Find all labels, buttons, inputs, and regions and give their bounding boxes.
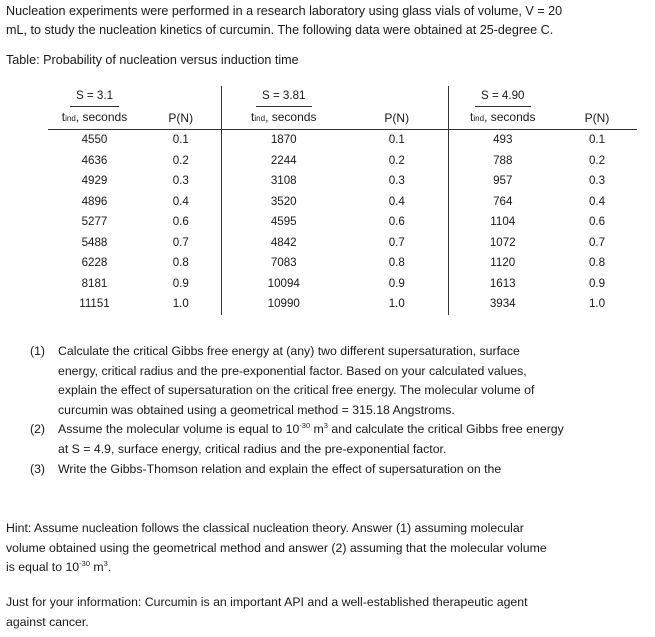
tind-cell: 4929 [81,174,108,188]
question-3: (3) Write the Gibbs-Thomson relation and explain the effect of supersaturation on the [30,461,502,476]
question-2: (2) Assume the molecular volume is equal to $10^{-30}$ $m^3$ and calculate the critical Gibbs free energy at S = 4.9, surface energy, critical radius and the pre-exponential factor. [30,421,564,456]
pn-cell: 0.3 [141,171,221,192]
pn-cell: 0.4 [346,192,448,213]
tind-cell: 764 [493,194,513,208]
nucleation-data-table [48,86,637,315]
table-row [48,192,637,213]
tind-cell: 4595 [270,215,297,229]
table-row [48,233,637,254]
table-row [48,171,637,192]
pn-header-3: P(N) [557,107,637,130]
pn-cell: 0.9 [588,276,606,290]
pn-cell: 0.7 [346,233,448,254]
pn-cell: 0.8 [588,256,606,270]
question-1: (1) Calculate the critical Gibbs free energy at (any) two different supersaturation, surface energy, critical radius and the pre-exponential factor. Based on your calculated values, explain the effect of supersaturation on the critical free energy. The molecular volume of curcumin was obtained using a geometrical method = 315.18 Angstroms. [30,344,535,417]
pn-cell: 0.2 [346,151,448,172]
pn-header-1: P(N) [141,107,221,130]
table-row [48,274,637,295]
tind-cell: 10094 [267,276,300,290]
pn-cell: 1.0 [588,297,606,311]
fyi-paragraph: Just for your information: Curcumin is an important API and a well-established therapeutic agent against cancer. [6,595,528,629]
pn-cell: 1.0 [346,294,448,315]
tind-cell: 3520 [270,194,297,208]
tind-cell: 2244 [270,153,297,167]
pn-cell: 0.9 [346,274,448,295]
pn-header-2: P(N) [346,107,448,130]
tind-cell: 3108 [270,174,297,188]
pn-cell: 0.3 [588,174,606,188]
tind-cell: 10990 [267,297,300,311]
tind-cell: 4842 [270,235,297,249]
tind-cell: 4896 [81,194,108,208]
s-label-3: S = 4.90 [448,86,557,107]
pn-cell: 1.0 [141,294,221,315]
pn-cell: 0.8 [346,253,448,274]
tind-cell: 788 [493,153,513,167]
pn-cell: 0.4 [141,192,221,213]
table-row [48,294,637,315]
tind-cell: 6228 [81,256,108,270]
tind-cell: 1870 [270,133,297,147]
pn-cell: 0.2 [588,153,606,167]
table-body [48,130,637,315]
tind-cell: 1072 [489,235,516,249]
pn-cell: 0.7 [141,233,221,254]
pn-cell: 0.6 [588,215,606,229]
tind-cell: 4636 [81,153,108,167]
question-list [20,342,636,479]
intro-line-1: Nucleation experiments were performed in a research laboratory using glass vials of volume, V = 20 [6,4,563,18]
table-row [48,151,637,172]
tind-header-2: tind, seconds [221,107,346,130]
pn-cell: 0.9 [141,274,221,295]
pn-cell: 0.8 [141,253,221,274]
pn-cell: 0.1 [141,130,221,151]
tind-cell: 1120 [490,256,516,270]
intro-line-2: mL, to study the nucleation kinetics of curcumin. The following data were obtained at 25-degree C. [6,23,554,37]
tind-cell: 3934 [489,297,516,311]
tind-cell: 5277 [81,215,108,229]
table-row [48,130,637,151]
s-label-2: S = 3.81 [221,86,346,107]
intro-paragraph [6,2,646,40]
tind-cell: 1613 [489,276,516,290]
tind-cell: 5488 [81,235,108,249]
pn-cell: 0.2 [141,151,221,172]
pn-cell: 0.6 [141,212,221,233]
tind-cell: 4550 [81,133,108,147]
s-label-1: S = 3.1 [48,86,141,107]
tind-cell: 8181 [81,276,108,290]
tind-cell: 7083 [270,256,297,270]
tind-header-1: tind, seconds [48,107,141,130]
table-row [48,212,637,233]
pn-cell: 0.3 [346,171,448,192]
pn-cell: 0.7 [588,235,606,249]
pn-cell: 0.6 [346,212,448,233]
tind-header-3: tind, seconds [448,107,557,130]
tind-cell: 493 [493,133,513,147]
hint-paragraph: Hint: Assume nucleation follows the classical nucleation theory. Answer (1) assuming molecular volume obtained using the geometrical method and answer (2) assuming that the molecular volume is equal to $10^{-30}$ $m^3$. [6,521,547,575]
table-row [48,253,637,274]
pn-cell: 0.4 [588,194,606,208]
pn-cell: 0.1 [346,130,448,151]
column-header-row [48,107,637,130]
pn-cell: 0.1 [588,133,606,147]
tind-cell: 1104 [490,215,516,229]
tind-cell: 11151 [79,297,110,311]
table-caption: Table: Probability of nucleation versus induction time [6,53,299,67]
supersaturation-row [48,86,637,107]
tind-cell: 957 [493,174,513,188]
